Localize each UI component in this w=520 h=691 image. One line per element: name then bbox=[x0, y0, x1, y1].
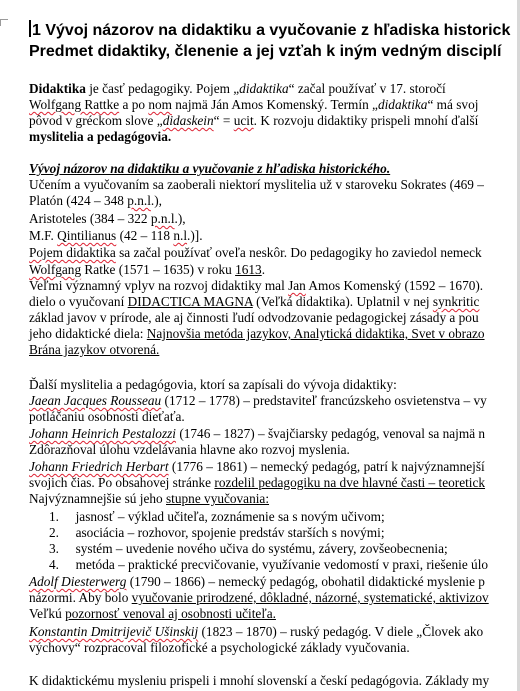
section1-line-3: Aristoteles (384 – 322 p.n.l.), bbox=[29, 211, 186, 226]
section1-line-1: Učením a vyučovaním sa zaoberali niektorí myslitelia už v staroveku Sokrates (469 – bbox=[29, 177, 484, 192]
section2-line-12: Konstantin Dmitrijevič Ušinskij (1823 – 1870) – ruský pedagóg. V diele „Človek ako bbox=[29, 624, 484, 639]
document-heading bbox=[29, 20, 510, 62]
section1-line-8: dielo o vyučovaní DIDACTICA MAGNA (Veľká didaktika). Uplatnil v nej synkritic bbox=[29, 294, 480, 309]
section1-line-6: Wolfgang Ratke (1571 – 1635) v roku 1613. bbox=[29, 262, 266, 277]
section2-line-7: svojich čias. Po obsahovej stránke rozdelil pedagogiku na dve hlavné časti – teoretick bbox=[29, 475, 486, 490]
heading-line-1: 1 Vývoj názorov na didaktiku a vyučovanie z hľadiska historick bbox=[29, 20, 510, 41]
section2-line-4: Johann Heinrich Pestalozzi (1746 – 1827) – švajčiarsky pedagóg, venoval sa najmä n bbox=[29, 426, 486, 441]
list-item: 4. metóda – praktické precvičovanie, využívanie vedomostí v praxi, riešenie úlo bbox=[49, 557, 489, 572]
section2-line-3: potláčaniu osobnosti dieťaťa. bbox=[29, 409, 185, 424]
section2-line-11: Veľkú pozornosť venoval aj osobnosti učiteľa. bbox=[29, 606, 276, 621]
text-cursor bbox=[29, 20, 31, 37]
section2-line-9: Adolf Diesterwerg (1790 – 1866) – nemecký pedagóg, obohatil didaktické myslenie p bbox=[29, 574, 485, 589]
section2-line-2: Jaean Jacques Rousseau (1712 – 1778) – predstaviteľ francúzskeho osvietenstva – vy bbox=[29, 393, 487, 408]
section1-line-11: Brána jazykov otvorená. bbox=[29, 342, 160, 357]
intro-line-4: myslitelia a pedagógovia. bbox=[29, 129, 172, 144]
list-item: 2. asociácia – rozhovor, spojenie predstáv starších s novými; bbox=[49, 525, 385, 540]
section1-line-4: M.F. Qintilianus (42 – 118 n.l.)]. bbox=[29, 228, 203, 243]
list-item: 3. systém – uvedenie nového učiva do systému, závery, zovšeobecnenia; bbox=[49, 541, 448, 556]
intro-line-1: Didaktika je časť pedagogiky. Pojem „didaktika“ začal používať v 17. storočí bbox=[29, 81, 446, 96]
section2-line-8: Najvýznamnejšie sú jeho stupne vyučovania: bbox=[29, 491, 270, 506]
section2-line-13: výchovy“ rozpracoval filozofické a psychologické základy vyučovania. bbox=[29, 640, 410, 655]
section2-line-6: Johann Friedrich Herbart (1776 – 1861) – nemecký pedagóg, patrí k najvýznamnejší bbox=[29, 459, 485, 474]
section-title: Vývoj názorov na didaktiku a vyučovanie z hľadiska historického. bbox=[29, 161, 391, 176]
list-item: 1. jasnosť – výklad učiteľa, zoznámenie sa s novým učivom; bbox=[49, 509, 385, 524]
intro-line-3: pôvod v gréckom slove „didaskein“ = ucit. K rozvoju didaktiky prispeli mnohí ďalší bbox=[29, 113, 479, 128]
page-corner-marker bbox=[0, 19, 8, 26]
section2-line-1: Ďalší myslitelia a pedagógovia, ktorí sa zapísali do vývoja didaktiky: bbox=[29, 377, 397, 392]
section2-line-10: názormi. Aby bolo vyučovanie prirodzené, dôkladné, názorné, systematické, aktivizov bbox=[29, 590, 489, 605]
section1-line-7: Veľmi významný vplyv na rozvoj didaktiky mal Jan Amos Komenský (1592 – 1670). bbox=[29, 278, 484, 293]
section2-line-14: K didaktickému mysleniu prispeli i mnohí slovenskí a českí pedagógovia. Základy my bbox=[29, 673, 490, 688]
section1-line-10: jeho didaktické diela: Najnovšia metóda jazykov, Analytická didaktika, Svet v obrazo bbox=[29, 326, 485, 341]
section1-line-9: základ javov v prírode, ale aj činnosti ľudí odvodzovanie pedagogickej zásady a pou bbox=[29, 310, 479, 325]
intro-line-2: Wolfgang Rattke a po nom najmä Ján Amos Komenský. Termín „didaktika“ má svoj bbox=[29, 97, 479, 112]
section1-line-2: Platón (424 – 348 p.n.l.), bbox=[29, 193, 162, 208]
section1-line-5: Pojem didaktika sa začal používať oveľa neskôr. Do pedagogiky ho zaviedol nemeck bbox=[29, 245, 482, 260]
section2-line-5: Zdôrazňoval úlohu vzdelávania hlavne ako rozvoj myslenia. bbox=[29, 442, 350, 457]
heading-line-2: Predmet didaktiky, členenie a jej vzťah k iným vedným disciplí bbox=[29, 43, 502, 60]
